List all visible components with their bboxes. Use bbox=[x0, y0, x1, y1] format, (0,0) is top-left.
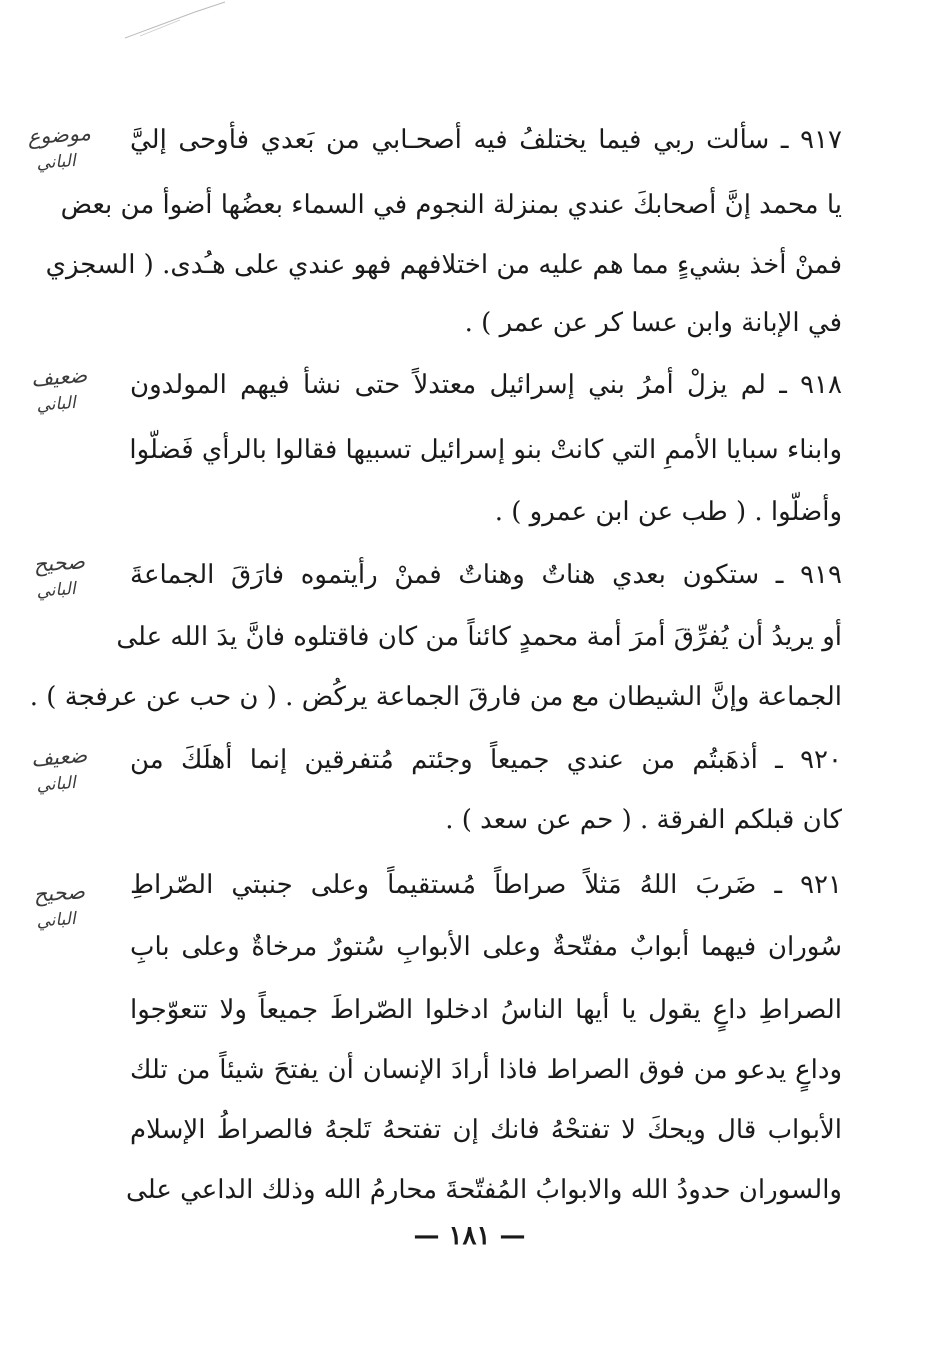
source-label: الباني bbox=[35, 392, 77, 416]
source-label: الباني bbox=[35, 772, 77, 796]
text-line: يا محمد إنَّ أصحابكَ عندي بمنزلة النجوم في السماء بعضُها أضوأ من بعض bbox=[60, 190, 842, 220]
text-line: ٩١٨ ـ لم يزلْ أمرُ بني إسرائيل معتدلاً حتى نشأ فيهم المولدون bbox=[130, 370, 842, 400]
text-line: ٩٢١ ـ ضَربَ اللهُ مَثلاً صراطاً مُستقيماً وعلى جنبتي الصّراطِ bbox=[130, 870, 842, 900]
grade-label: ضعيف bbox=[30, 363, 88, 391]
text-line: الجماعة وإنَّ الشيطان مع من فارقَ الجماعة يركُض . ( ن حب عن عرفجة ) . bbox=[29, 682, 842, 712]
source-label: الباني bbox=[35, 908, 77, 932]
grade-label: موضوع bbox=[26, 120, 92, 150]
grade-label: صحيح bbox=[32, 879, 86, 907]
margin-grade-note bbox=[0, 116, 122, 178]
page-number: — ١٨١ — bbox=[413, 1221, 526, 1251]
source-label: الباني bbox=[35, 578, 77, 602]
text-line: ٩٢٠ ـ أذهَبتُم من عندي جميعاً وجئتم مُتفرقين إنما أهلَكَ من bbox=[130, 745, 842, 775]
grade-label: صحيح bbox=[32, 549, 86, 577]
text-line: ٩١٩ ـ ستكون بعدي هناتٌ وهناتٌ فمنْ رأيتموه فارَقَ الجماعةَ bbox=[130, 560, 842, 590]
text-line: وابناء سبايا الأممِ التي كانتْ بنو إسرائيل تسبيها فقالوا بالرأي فَضلّوا bbox=[129, 435, 842, 465]
text-line: أو يريدُ أن يُفرِّقَ أمرَ أمة محمدٍ كائناً من كان فاقتلوه فانَّ يدَ الله على bbox=[116, 622, 842, 652]
margin-grade-note bbox=[0, 874, 122, 936]
source-label: الباني bbox=[35, 150, 77, 174]
text-line: ٩١٧ ـ سألت ربي فيما يختلفُ فيه أصحـابي من بَعدي فأوحى إليَّ bbox=[130, 125, 842, 155]
text-line: الأبواب قال ويحكَ لا تفتحْهُ فانك إن تفتحهُ تَلجهُ فالصراطُ الإسلام bbox=[130, 1115, 842, 1145]
text-line: الصراطِ داعٍ يقول يا أيها الناسُ ادخلوا الصّراطَ جميعاً ولا تتعوّجوا bbox=[130, 995, 842, 1025]
text-line: والسوران حدودُ الله والابوابُ المُفتّحةَ محارمُ الله وذلك الداعي على bbox=[126, 1175, 842, 1205]
text-line: وداعٍ يدعو من فوق الصراط فاذا أرادَ الإنسان أن يفتحَ شيئاً من تلك bbox=[130, 1055, 842, 1085]
text-line: فمنْ أخذ بشيءٍ مما هم عليه من اختلافهم فهو عندي على هـُدى. ( السجزي bbox=[45, 250, 842, 280]
text-line: كان قبلكم الفرقة . ( حم عن سعد ) . bbox=[445, 805, 842, 835]
text-line: في الإبانة وابن عسا كر عن عمر ) . bbox=[464, 308, 842, 338]
margin-grade-note bbox=[0, 738, 122, 800]
margin-grade-note bbox=[0, 544, 122, 606]
text-line: سُوران فيهما أبوابٌ مفتّحةٌ وعلى الأبوابِ سُتورٌ مرخاةٌ وعلى بابِ bbox=[130, 932, 842, 962]
margin-grade-note bbox=[0, 358, 122, 420]
text-line: وأضلّوا . ( طب عن ابن عمرو ) . bbox=[494, 497, 842, 527]
grade-label: ضعيف bbox=[30, 743, 88, 771]
corner-pencil-mark bbox=[120, 0, 230, 40]
